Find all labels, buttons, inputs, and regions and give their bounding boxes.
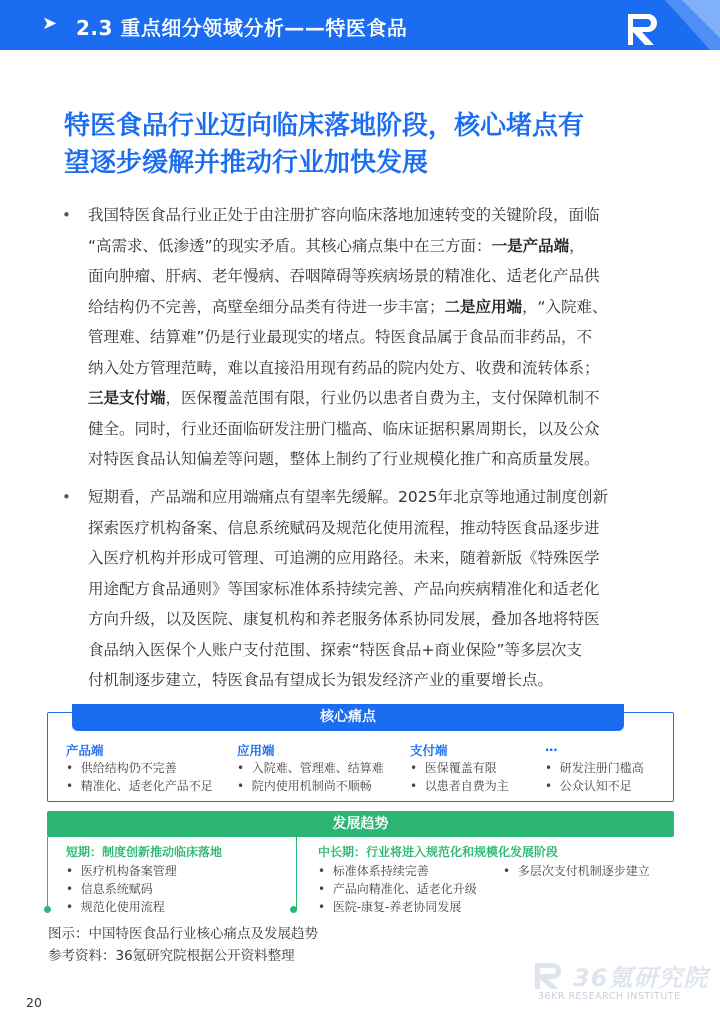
paragraph-core-pain-points: 我国特医食品行业正处于由注册扩容向临床落地加速转变的关键阶段，面临 “高需求、低渗透”的现实矛盾。其核心痛点集中在三方面：一是产品端， 面向肿瘤、肝病、老年慢病、吞咽障碍等疾病场景的精准化、适老化产品供 给结构仍不完善，高壁垒细分品类有待进一步丰富；二是应用端，“入院难、 管理难、结算难”仍是行业最现实的堵点。特医食品属于食品而非药品，不 纳入处方管理范畴，难以直接沿用现有药品的院内处方、收费和流转体系； 三是支付端，医保覆盖范围有限，行业仍以患者自费为主，支付保障机制不 健全。同时，行业还面临研发注册门槛高、临床证据积累周期长，以及公众 对特医食品认知偏差等问题，整体上制约了行业规模化推广和高质量发展。 xyxy=(88,206,608,468)
header-bar xyxy=(0,0,720,50)
paragraph-short-term-outlook: 短期看，产品端和应用端痛点有望率先缓解。2025年北京等地通过制度创新 探索医疗机构备案、信息系统赋码及规范化使用流程，推动特医食品逐步进 入医疗机构并形成可管理、可追溯的应用路径。未来，随着新版《特殊医学 用途配方食品通则》等国家标准体系持续完善、产品向疾病精准化和适老化 方向升级，以及医院、康复机构和养老服务体系协同发展，叠加各地将特医 食品纳入医保个人账户支付范围、探索“特医食品+商业保险”等多层次支 付机制逐步建立，特医食品有望成长为银发经济产业的重要增长点。 xyxy=(88,488,608,689)
list-item: • 医保覆盖有限 xyxy=(410,761,497,775)
list-item: • 规范化使用流程 xyxy=(66,900,165,914)
logo-mark-icon xyxy=(533,960,569,990)
highlight-product-side: 一是产品端 xyxy=(491,236,570,255)
column-head-more: … xyxy=(545,739,558,754)
main-title-line2: 望逐步缓解并推动行业加快发展 xyxy=(64,148,429,178)
list-item: • 信息系统赋码 xyxy=(66,882,153,896)
trends-banner: 发展趋势 xyxy=(47,811,674,837)
list-item: • 入院难、管理难、结算难 xyxy=(237,761,384,775)
column-head-payment: 支付端 xyxy=(410,743,448,758)
list-item: • 供给结构仍不完善 xyxy=(66,761,177,775)
timeline-dot xyxy=(44,906,51,913)
pain-points-banner: 核心痛点 xyxy=(72,704,624,731)
source-caption: 参考资料：36氪研究院根据公开资料整理 xyxy=(48,948,295,964)
column-head-product: 产品端 xyxy=(66,743,104,758)
brand-logo-icon xyxy=(570,0,720,50)
footer-logo xyxy=(533,958,709,1008)
list-item: • 医疗机构备案管理 xyxy=(66,864,177,878)
highlight-application-side: 二是应用端 xyxy=(444,297,523,316)
highlight-payment-side: 三是支付端 xyxy=(88,389,166,407)
trend-head-short: 短期：制度创新推动临床落地 xyxy=(66,845,223,859)
arrow-icon: ➤ xyxy=(42,13,58,34)
main-title-line1: 特医食品行业迈向临床落地阶段，核心堵点有 xyxy=(64,111,585,141)
list-item: • 多层次支付机制逐步建立 xyxy=(503,864,650,878)
list-item: • 标准体系持续完善 xyxy=(318,864,429,878)
list-item: • 精准化、适老化产品不足 xyxy=(66,779,213,793)
list-item: • 医院-康复-养老协同发展 xyxy=(318,900,462,914)
trend-head-long: 中长期：行业将进入规范化和规模化发展阶段 xyxy=(318,845,559,859)
timeline-dot xyxy=(290,906,297,913)
column-head-application: 应用端 xyxy=(237,743,275,758)
list-item: • 研发注册门槛高 xyxy=(545,761,644,775)
footer-logo-subtext: 36KR RESEARCH INSTITUTE xyxy=(538,991,681,1002)
list-item: • 产品向精准化、适老化升级 xyxy=(318,882,477,896)
section-title: 2.3 重点细分领域分析——特医食品 xyxy=(76,16,408,40)
list-item: • 公众认知不足 xyxy=(545,779,632,793)
list-item: • 以患者自费为主 xyxy=(410,779,509,793)
bullet-dot: • xyxy=(62,206,71,224)
bullet-dot: • xyxy=(62,488,71,506)
footer-logo-text: 36氪研究院 xyxy=(573,964,709,992)
main-title xyxy=(64,108,664,182)
list-item: • 院内使用机制尚不顺畅 xyxy=(237,779,372,793)
figure-caption: 图示：中国特医食品行业核心痛点及发展趋势 xyxy=(48,926,318,942)
page-number: 20 xyxy=(26,995,42,1010)
